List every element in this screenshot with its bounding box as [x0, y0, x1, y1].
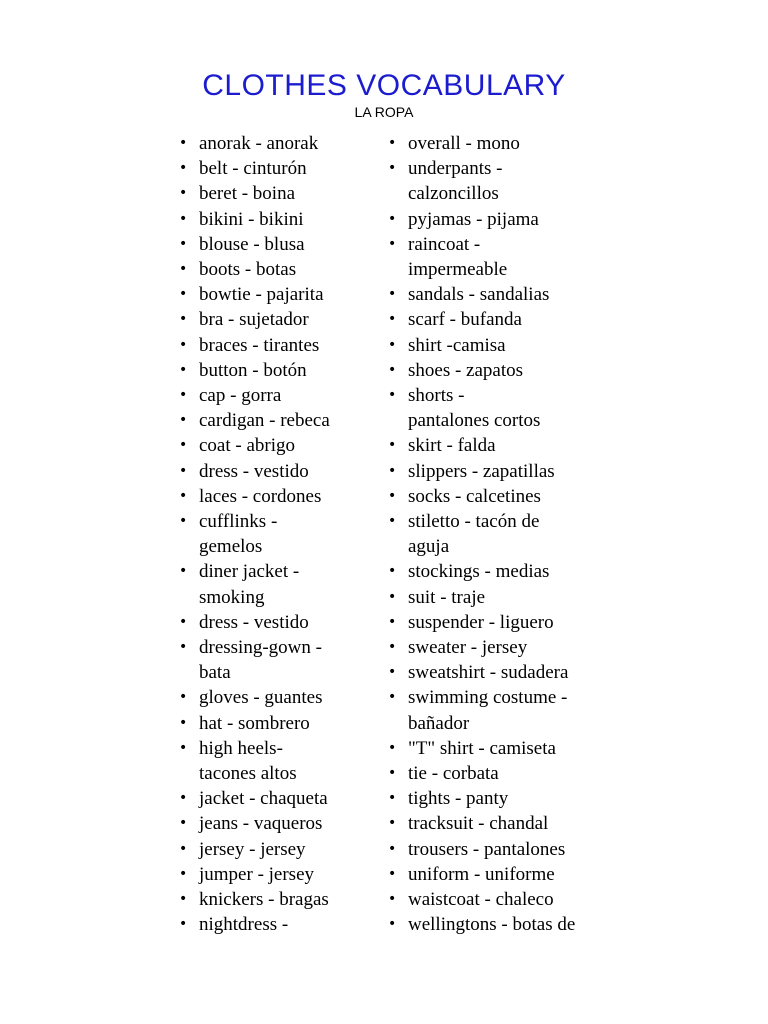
list-item-text: sweatshirt - sudadera — [408, 662, 569, 684]
list-item-text: "T" shirt - camiseta — [408, 737, 556, 759]
bullet-icon: • — [179, 916, 188, 933]
list-item-text: dress - vestido — [199, 460, 309, 482]
list-item-text: cardigan - rebeca — [199, 410, 330, 432]
list-item-text: boots - botas — [199, 259, 297, 281]
list-item-text: calzoncillos — [408, 183, 499, 205]
vocabulary-list-right — [388, 131, 628, 938]
list-item-text: anorak - anorak — [199, 133, 319, 154]
list-item — [388, 232, 628, 282]
list-item — [388, 358, 628, 383]
bullet-icon: • — [179, 311, 188, 328]
list-item — [388, 156, 628, 206]
list-item-text: jumper - jersey — [199, 863, 315, 885]
list-item — [179, 459, 384, 484]
list-item — [179, 484, 384, 509]
list-item — [388, 660, 628, 685]
bullet-icon: • — [179, 437, 188, 454]
list-item-text: cap - gorra — [199, 385, 282, 407]
list-item — [388, 383, 628, 433]
bullet-icon: • — [179, 639, 188, 656]
list-item — [388, 509, 628, 559]
list-item-text: jacket - chaqueta — [199, 788, 328, 810]
bullet-icon: • — [388, 765, 397, 782]
bullet-icon: • — [388, 210, 397, 227]
bullet-icon: • — [179, 487, 188, 504]
page-subtitle: LA ROPA — [354, 104, 414, 120]
bullet-icon: • — [179, 714, 188, 731]
list-item — [388, 887, 628, 912]
list-item-text: tacones altos — [199, 763, 297, 785]
list-item — [179, 257, 384, 282]
list-item-text: stiletto - tacón de — [408, 511, 540, 533]
bullet-icon: • — [388, 639, 397, 656]
list-item-text: wellingtons - botas de — [408, 914, 576, 936]
list-item-text: raincoat - — [408, 233, 481, 255]
list-item — [179, 433, 384, 458]
list-item-text: diner jacket - — [199, 561, 300, 583]
list-item-text: impermeable — [408, 259, 508, 281]
bullet-icon: • — [179, 891, 188, 908]
list-item-text: jeans - vaqueros — [199, 813, 323, 835]
list-item-text: tie - corbata — [408, 763, 499, 785]
list-item-text: pyjamas - pijama — [408, 208, 539, 230]
bullet-icon: • — [179, 790, 188, 807]
bullet-icon: • — [388, 160, 397, 177]
bullet-icon: • — [388, 563, 397, 580]
list-item-text: skirt - falda — [408, 435, 496, 457]
list-item-text: underpants - — [408, 158, 503, 180]
list-item — [388, 307, 628, 332]
bullet-icon: • — [388, 361, 397, 378]
list-item-text: gemelos — [199, 536, 263, 558]
list-item-text: gloves - guantes — [199, 687, 323, 709]
list-item — [388, 585, 628, 610]
list-item — [388, 282, 628, 307]
page-title: CLOTHES VOCABULARY — [202, 69, 566, 102]
list-item — [179, 383, 384, 408]
bullet-icon: • — [388, 387, 397, 404]
list-item — [388, 433, 628, 458]
bullet-icon: • — [179, 387, 188, 404]
list-item — [179, 181, 384, 206]
bullet-icon: • — [388, 739, 397, 756]
list-item-text: bañador — [408, 712, 470, 734]
bullet-icon: • — [179, 160, 188, 177]
list-item-text: dressing-gown - — [199, 637, 322, 659]
list-item — [179, 131, 384, 156]
list-item-text: pantalones cortos — [408, 410, 541, 432]
list-item-text: overall - mono — [408, 133, 520, 154]
list-item-text: suspender - liguero — [408, 611, 554, 633]
list-item-text: suit - traje — [408, 586, 486, 608]
list-item-text: sweater - jersey — [408, 637, 528, 659]
bullet-icon: • — [179, 286, 188, 303]
list-item — [388, 862, 628, 887]
list-item-text: blouse - blusa — [199, 233, 305, 255]
list-item-text: uniform - uniforme — [408, 863, 555, 885]
bullet-icon: • — [388, 336, 397, 353]
vocabulary-list-left — [179, 131, 384, 938]
list-item — [179, 685, 384, 710]
bullet-icon: • — [388, 916, 397, 933]
list-item — [179, 282, 384, 307]
bullet-icon: • — [388, 588, 397, 605]
list-item-text: coat - abrigo — [199, 435, 296, 457]
list-item — [388, 912, 628, 937]
list-item — [388, 207, 628, 232]
bullet-icon: • — [388, 790, 397, 807]
list-item-text: bowtie - pajarita — [199, 284, 324, 306]
list-item-text: slippers - zapatillas — [408, 460, 555, 482]
bullet-icon: • — [388, 286, 397, 303]
list-item-text: belt - cinturón — [199, 158, 307, 180]
bullet-icon: • — [388, 891, 397, 908]
list-item — [388, 736, 628, 761]
list-item — [388, 635, 628, 660]
list-item — [179, 232, 384, 257]
bullet-icon: • — [179, 261, 188, 278]
bullet-icon: • — [388, 487, 397, 504]
list-item-text: bikini - bikini — [199, 208, 304, 230]
list-item-text: stockings - medias — [408, 561, 550, 583]
list-item-text: knickers - bragas — [199, 889, 329, 911]
list-item — [388, 610, 628, 635]
bullet-icon: • — [179, 563, 188, 580]
list-item — [179, 559, 384, 609]
list-item — [388, 761, 628, 786]
bullet-icon: • — [179, 135, 188, 151]
bullet-icon: • — [179, 185, 188, 202]
bullet-icon: • — [179, 462, 188, 479]
list-item-text: shirt -camisa — [408, 334, 506, 356]
list-item — [388, 786, 628, 811]
list-item — [179, 711, 384, 736]
list-item-text: button - botón — [199, 359, 307, 381]
list-item — [388, 484, 628, 509]
list-item-text: trousers - pantalones — [408, 838, 566, 860]
list-item-text: waistcoat - chaleco — [408, 889, 554, 911]
bullet-icon: • — [179, 840, 188, 857]
bullet-icon: • — [388, 311, 397, 328]
list-item-text: braces - tirantes — [199, 334, 320, 356]
bullet-icon: • — [388, 840, 397, 857]
list-item-text: cufflinks - — [199, 511, 278, 533]
list-item — [179, 887, 384, 912]
list-item-text: beret - boina — [199, 183, 296, 205]
list-item — [388, 811, 628, 836]
list-item-text: smoking — [199, 586, 265, 608]
bullet-icon: • — [388, 462, 397, 479]
list-item — [179, 207, 384, 232]
list-item — [388, 837, 628, 862]
list-item — [179, 811, 384, 836]
bullet-icon: • — [388, 815, 397, 832]
list-item-text: socks - calcetines — [408, 485, 541, 507]
bullet-icon: • — [388, 689, 397, 706]
bullet-icon: • — [388, 865, 397, 882]
list-item-text: aguja — [408, 536, 450, 558]
list-item — [388, 333, 628, 358]
list-item — [179, 862, 384, 887]
list-item — [388, 131, 628, 156]
list-item — [179, 635, 384, 685]
list-item-text: scarf - bufanda — [408, 309, 522, 331]
list-item-text: shoes - zapatos — [408, 359, 524, 381]
list-item — [388, 685, 628, 735]
list-item-text: swimming costume - — [408, 687, 568, 709]
bullet-icon: • — [179, 361, 188, 378]
list-item — [179, 307, 384, 332]
list-item-text: bra - sujetador — [199, 309, 309, 331]
bullet-icon: • — [179, 865, 188, 882]
bullet-icon: • — [179, 613, 188, 630]
bullet-icon: • — [179, 336, 188, 353]
list-item-text: sandals - sandalias — [408, 284, 550, 306]
list-item-text: laces - cordones — [199, 485, 322, 507]
bullet-icon: • — [179, 815, 188, 832]
bullet-icon: • — [388, 664, 397, 681]
list-item — [179, 610, 384, 635]
list-item — [179, 358, 384, 383]
list-item — [179, 333, 384, 358]
list-item-text: high heels- — [199, 737, 283, 759]
list-item — [179, 156, 384, 181]
list-item — [179, 509, 384, 559]
bullet-icon: • — [179, 513, 188, 530]
bullet-icon: • — [179, 739, 188, 756]
list-item — [388, 459, 628, 484]
list-item-text: shorts - — [408, 385, 465, 407]
bullet-icon: • — [388, 513, 397, 530]
bullet-icon: • — [179, 235, 188, 252]
list-item — [179, 912, 384, 937]
list-item — [179, 786, 384, 811]
list-item-text: bata — [199, 662, 231, 684]
bullet-icon: • — [388, 135, 397, 151]
bullet-icon: • — [388, 235, 397, 252]
list-item-text: jersey - jersey — [199, 838, 306, 860]
list-item-text: tights - panty — [408, 788, 509, 810]
list-item-text: hat - sombrero — [199, 712, 310, 734]
bullet-icon: • — [179, 689, 188, 706]
list-item-text: dress - vestido — [199, 611, 309, 633]
list-item — [179, 408, 384, 433]
list-item — [179, 837, 384, 862]
list-item — [388, 559, 628, 584]
list-item — [179, 736, 384, 786]
list-item-text: nightdress - — [199, 914, 289, 936]
bullet-icon: • — [388, 613, 397, 630]
bullet-icon: • — [179, 412, 188, 429]
list-item-text: tracksuit - chandal — [408, 813, 549, 835]
bullet-icon: • — [179, 210, 188, 227]
bullet-icon: • — [388, 437, 397, 454]
